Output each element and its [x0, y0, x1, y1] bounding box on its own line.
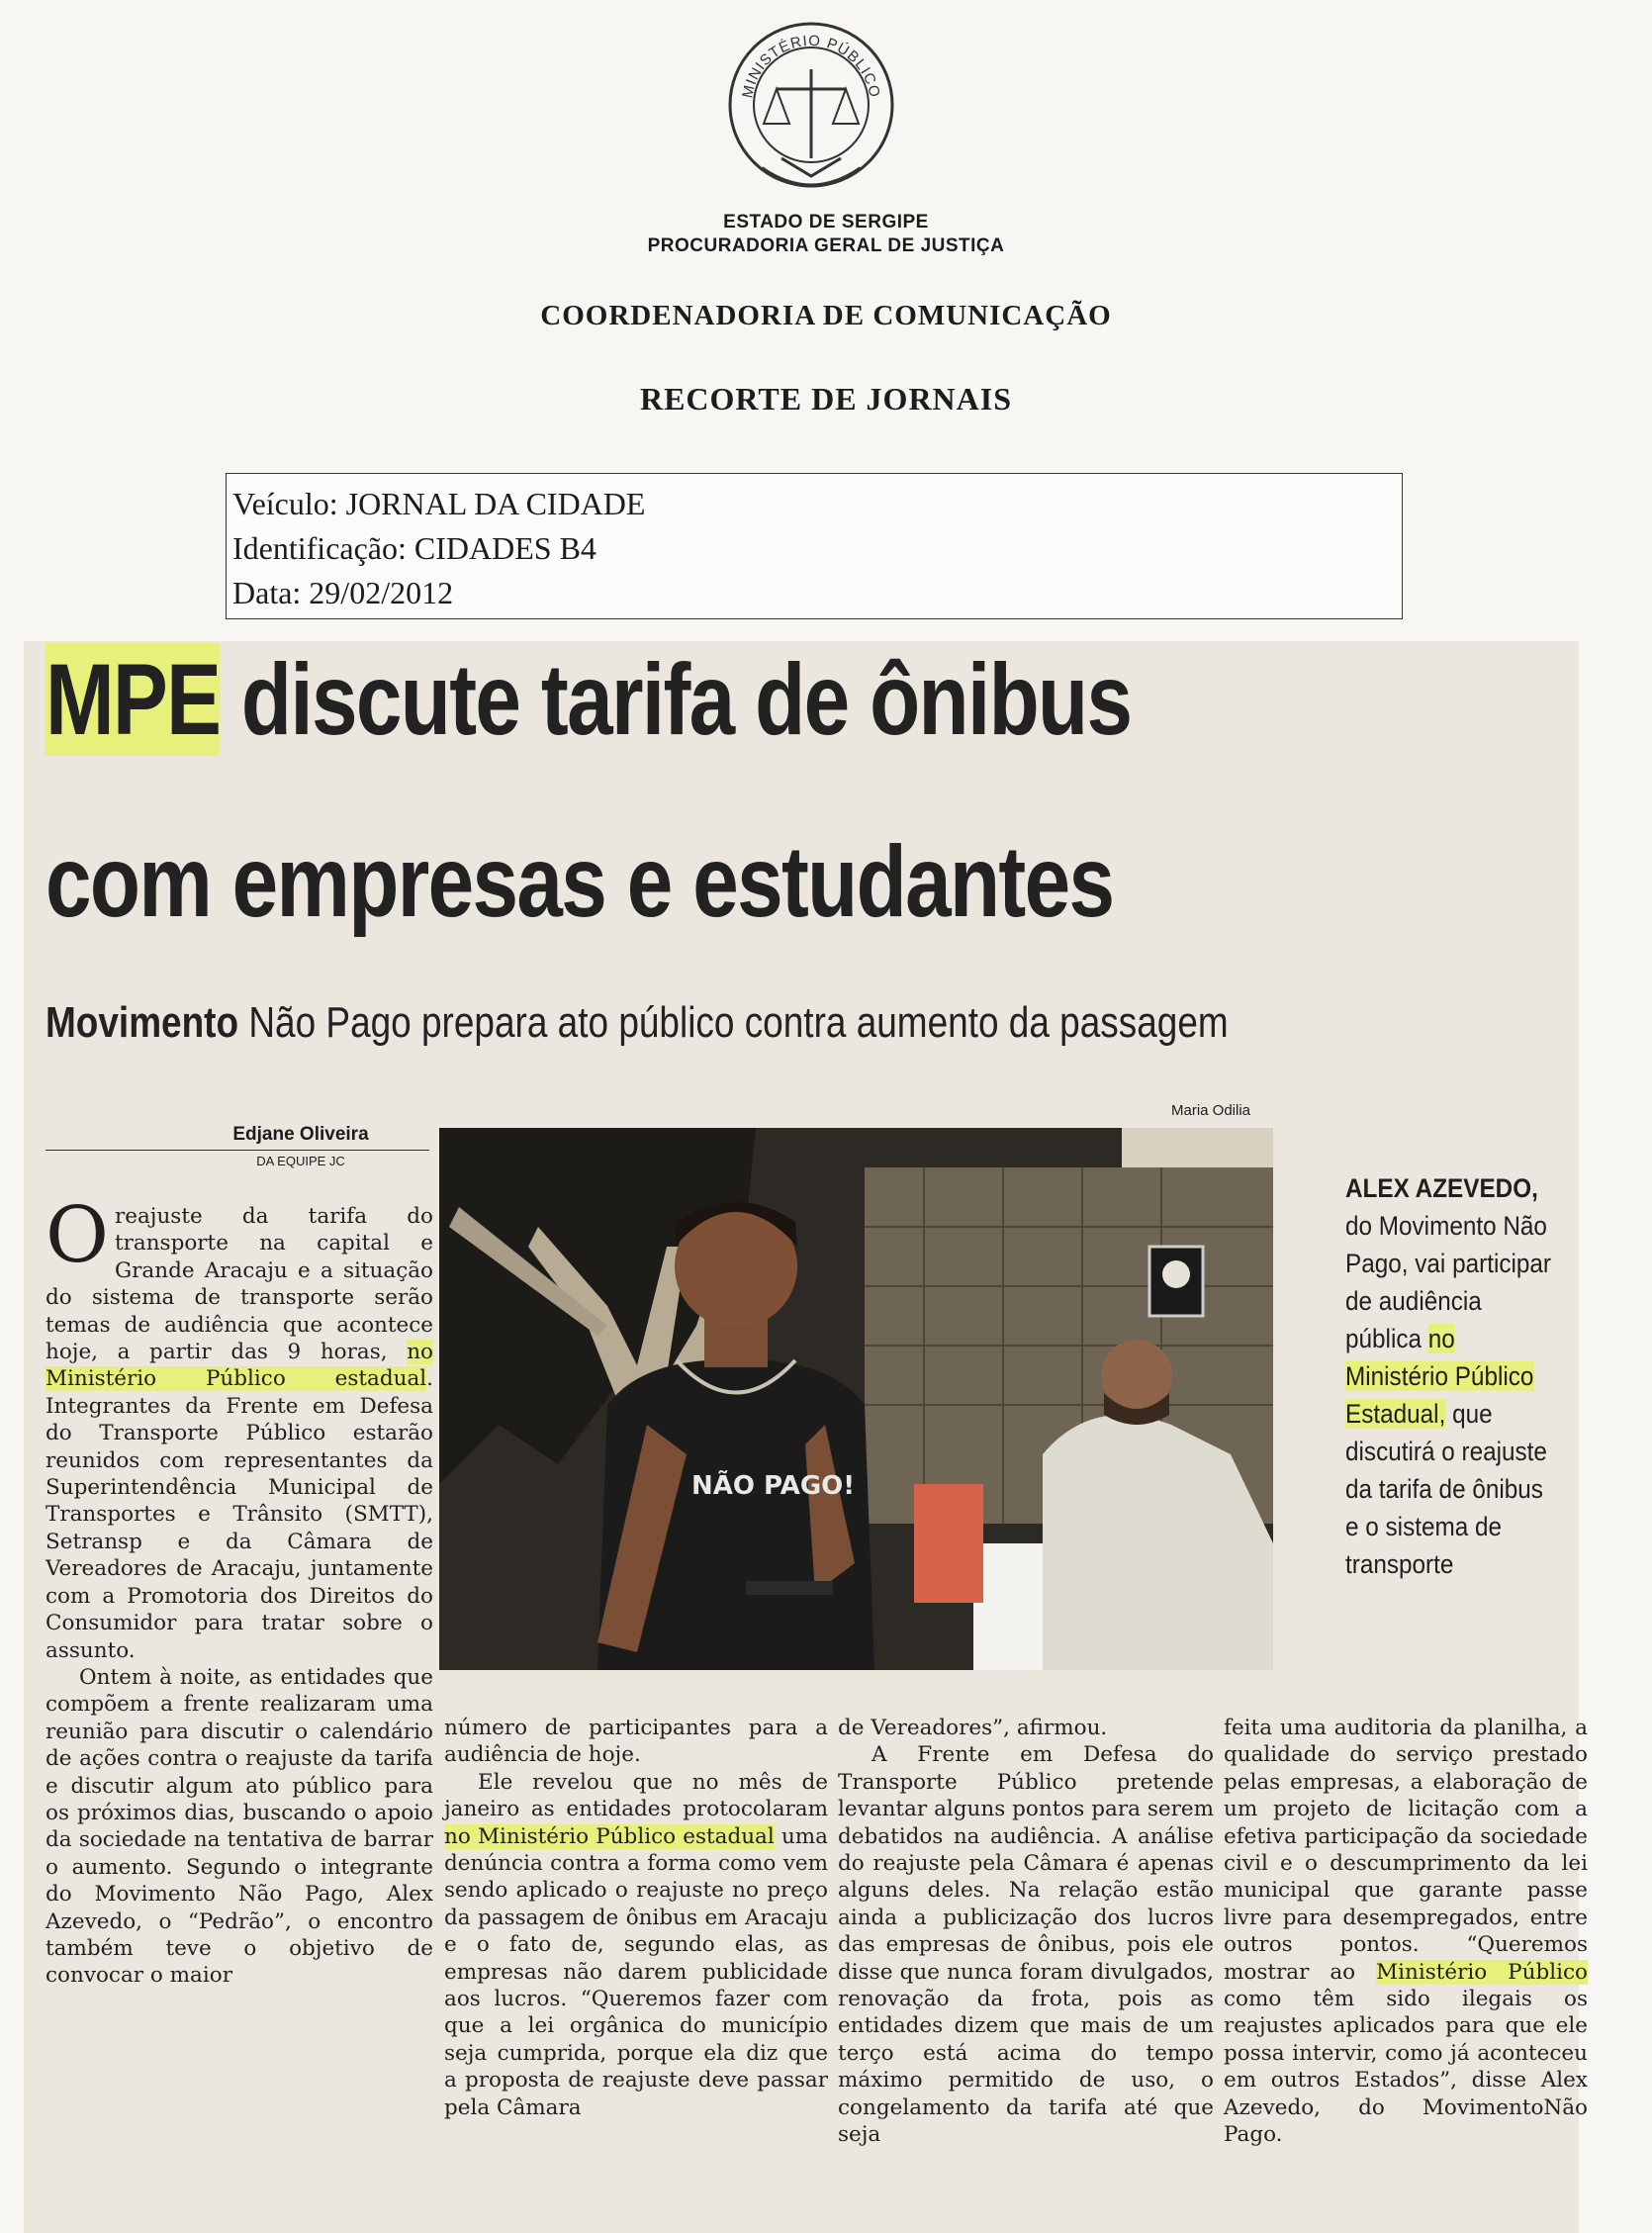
caption-text-a: do Movimento Não Pago, vai participar de audiência pública	[1345, 1211, 1552, 1353]
subheadline	[46, 995, 1229, 1051]
shirt-text: NÃO PAGO!	[691, 1471, 856, 1501]
col3-paragraph-2: A Frente em Defesa do Transporte Público pretende levantar alguns pontos para serem debatidos na audiência. A análise do reajuste pela Câmara é apenas alguns deles. Na relação estão ainda a publicização dos lucros das empresas de ônibus, pois ele disse que nunca foram divulgados, renovação da frota, pois as entidades dizem que mais de um terço está acima do tempo máximo permitido de uso, o congelamento da tarifa até que seja	[838, 1742, 1214, 2148]
byline-author: Edjane Oliveira	[232, 1124, 369, 1145]
section-title: RECORTE DE JORNAIS	[639, 381, 1013, 417]
headline-text: discute tarifa de ônibus	[220, 643, 1132, 756]
identification-line: Identificação: CIDADES B4	[232, 530, 597, 566]
col4-p1-text-a: feita uma auditoria da planilha, a qualidade do serviço prestado pelas empresas, a elaboração de um projeto de licitação com a efetiva participação da sociedade civil e o descumprimento da lei municipal que garante passe livre para desempregados, entre outros pontos. “Queremos mostrar ao	[1224, 1716, 1588, 1985]
col2-p2-highlight: no Ministério Público estadual	[444, 1823, 775, 1849]
photo-credit: Maria Odilia	[1171, 1102, 1251, 1119]
caption-text-b: que discutirá o reajuste da tarifa de ônibus e o sistema de transporte	[1345, 1399, 1547, 1579]
agency-name: PROCURADORIA GERAL DE JUSTIÇA	[647, 235, 1005, 256]
headline-line-1	[46, 645, 1131, 754]
subheadline-bold: Movimento	[46, 998, 239, 1047]
photo-illustration	[439, 1128, 1273, 1670]
seal-text: MINISTÉRIO PÚBLICO	[739, 32, 883, 100]
clipping-info-box	[226, 473, 1403, 619]
article-column-1	[46, 1191, 433, 1990]
col4-p1-highlight: Ministério Público	[1376, 1959, 1588, 1985]
col1-p1-text-a: reajuste da tarifa do transporte na capital e Grande Aracaju e a situação do sistema de transporte serão temas de audiência que acontece hoje, a partir das 9 horas,	[46, 1204, 433, 1365]
state-name: ESTADO DE SERGIPE	[723, 212, 929, 233]
col1-paragraph-2: Ontem à noite, as entidades que compõem a frente realizaram uma reunião para discutir o calendário de ações contra o reajuste da tarifa e discutir algum ato público para os próximos dias, buscando o apoio da sociedade na tentativa de barrar o aumento. Segundo o integrante do Movimento Não Pago, Alex Azevedo, o “Pedrão”, o encontro também teve o objetivo de convocar o maior	[46, 1664, 433, 1989]
caption-bold: ALEX AZEVEDO,	[1345, 1173, 1538, 1203]
byline-team: DA EQUIPE JC	[256, 1154, 345, 1168]
col2-p2-text-b: uma denúncia contra a forma como vem sendo aplicado o reajuste no preço da passagem de ônibus em Aracaju e o fato de, segundo elas, as empresas não darem publicidade aos lucros. “Queremos fazer com que a lei orgânica do município seja cumprida, porque ela diz que a proposta de reajuste deve passar pela Câmara	[444, 1823, 828, 2120]
byline-rule	[46, 1150, 429, 1151]
vehicle-line: Veículo: JORNAL DA CIDADE	[232, 486, 646, 521]
ministerio-publico-seal	[722, 10, 900, 204]
col3-paragraph-1: de Vereadores”, afirmou.	[838, 1716, 1108, 1740]
headline-highlight: MPE	[46, 643, 221, 756]
department-title: COORDENADORIA DE COMUNICAÇÃO	[540, 300, 1112, 331]
article-column-3	[838, 1715, 1214, 2149]
article-column-2	[444, 1715, 828, 2121]
photo-caption	[1345, 1169, 1559, 1583]
headline-line-2: com empresas e estudantes	[46, 825, 1114, 938]
caption-highlight: no Ministério Público Estadual,	[1345, 1324, 1534, 1429]
col4-p1-text-b: como têm sido ilegais os reajustes aplicados para que ele possa intervir, como já aconteceu em outros Estados”, disse Alex Azevedo, do MovimentoNão Pago.	[1224, 1987, 1588, 2148]
col2-paragraph-1: número de participantes para a audiência de hoje.	[444, 1716, 828, 1768]
subheadline-text: Não Pago prepara ato público contra aumento da passagem	[238, 998, 1229, 1047]
col1-p1-highlight: no Ministério Público estadual	[46, 1340, 433, 1392]
date-line: Data: 29/02/2012	[232, 575, 454, 610]
col2-paragraph-2	[444, 1769, 828, 2121]
col1-paragraph-1	[46, 1191, 433, 1664]
drop-cap: O	[46, 1191, 109, 1280]
article-photo	[439, 1128, 1273, 1670]
col1-p1-text-b: . Integrantes da Frente em Defesa do Transporte Público estarão reunidos com representantes da Superintendência Municipal de Transportes e Trânsito (SMTT), Setransp e da Câmara de Vereadores de Aracaju, juntamente com a Promotoria dos Direitos do Consumidor para tratar sobre o assunto.	[46, 1366, 433, 1663]
col4-paragraph-1	[1224, 1715, 1588, 2149]
newspaper-clipping	[24, 641, 1588, 2233]
article-column-4	[1224, 1715, 1588, 2149]
col2-p2-text-a: Ele revelou que no mês de janeiro as entidades protocolaram	[444, 1769, 828, 1822]
